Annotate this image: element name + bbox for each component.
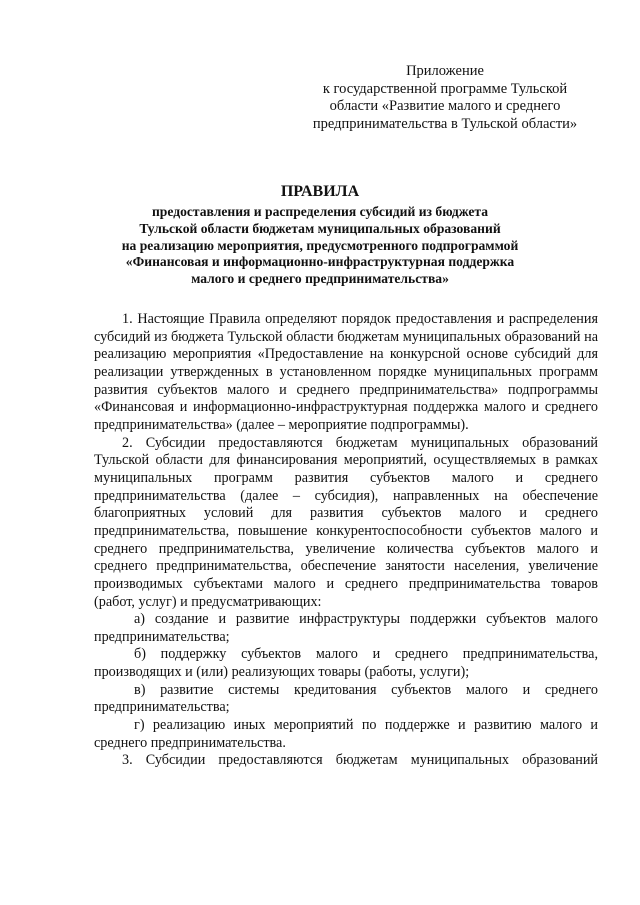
annex-line: предпринимательства в Тульской области» xyxy=(312,115,578,132)
annex-line: области «Развитие малого и среднего xyxy=(329,98,561,114)
annex-line: к государственной программе Тульской xyxy=(322,80,568,97)
document-title xyxy=(80,182,560,288)
document-body xyxy=(94,311,598,770)
annex-header xyxy=(300,63,590,133)
subparagraph-b: б) поддержку субъектов малого и среднего предпринимательства, производящих и (или) реализующих товары (работы, услуги); xyxy=(94,646,598,681)
subparagraph-v: в) развитие системы кредитования субъектов малого и среднего предпринимательства; xyxy=(94,681,598,716)
subparagraph-g: г) реализацию иных мероприятий по поддержке и развитию малого и среднего предпринимательства. xyxy=(94,717,598,751)
title-line: малого и среднего предпринимательства» xyxy=(191,271,449,287)
paragraph-1: 1. Настоящие Правила определяют порядок предоставления и распределения субсидий из бюджета Тульской области бюджетам муниципальных образований на реализацию мероприятия «Предоставление на конкурсной основе субсидий для реализации утвержденных в установленном порядке муниципальных программ развития субъектов малого и среднего предпринимательства» подпрограммы «Финансовая и информационно-инфраструктурная поддержка малого и среднего предпринимательства» (далее – мероприятие подпрограммы). xyxy=(94,311,598,433)
paragraph-2: 2. Субсидии предоставляются бюджетам муниципальных образований Тульской области для финансирования мероприятий, осуществляемых в рамках муниципальных программ развития субъектов малого и среднего предпринимательства (далее – субсидия), направленных на обеспечение благоприятных условий для развития субъектов малого и среднего предпринимательства, повышение конкурентоспособности субъектов малого и среднего предпринимательства, увеличение количества субъектов малого и среднего предпринимательства, обеспечение занятости населения, увеличение производимых субъектами малого и среднего предпринимательства товаров (работ, услуг) и предусматривающих: xyxy=(94,434,598,610)
title-line: Тульской области бюджетам муниципальных образований xyxy=(139,220,501,236)
title-line: предоставления и распределения субсидий из бюджета xyxy=(151,204,489,219)
paragraph-3: 3. Субсидии предоставляются бюджетам муниципальных образований xyxy=(122,752,598,769)
title-line: «Финансовая и информационно-инфраструктурная поддержка xyxy=(125,254,515,270)
title-line: на реализацию мероприятия, предусмотренного подпрограммой xyxy=(121,237,519,253)
subparagraph-a: а) создание и развитие инфраструктуры поддержки субъектов малого предпринимательства; xyxy=(94,611,598,645)
title-heading: ПРАВИЛА xyxy=(280,183,360,200)
annex-line: Приложение xyxy=(406,63,484,79)
